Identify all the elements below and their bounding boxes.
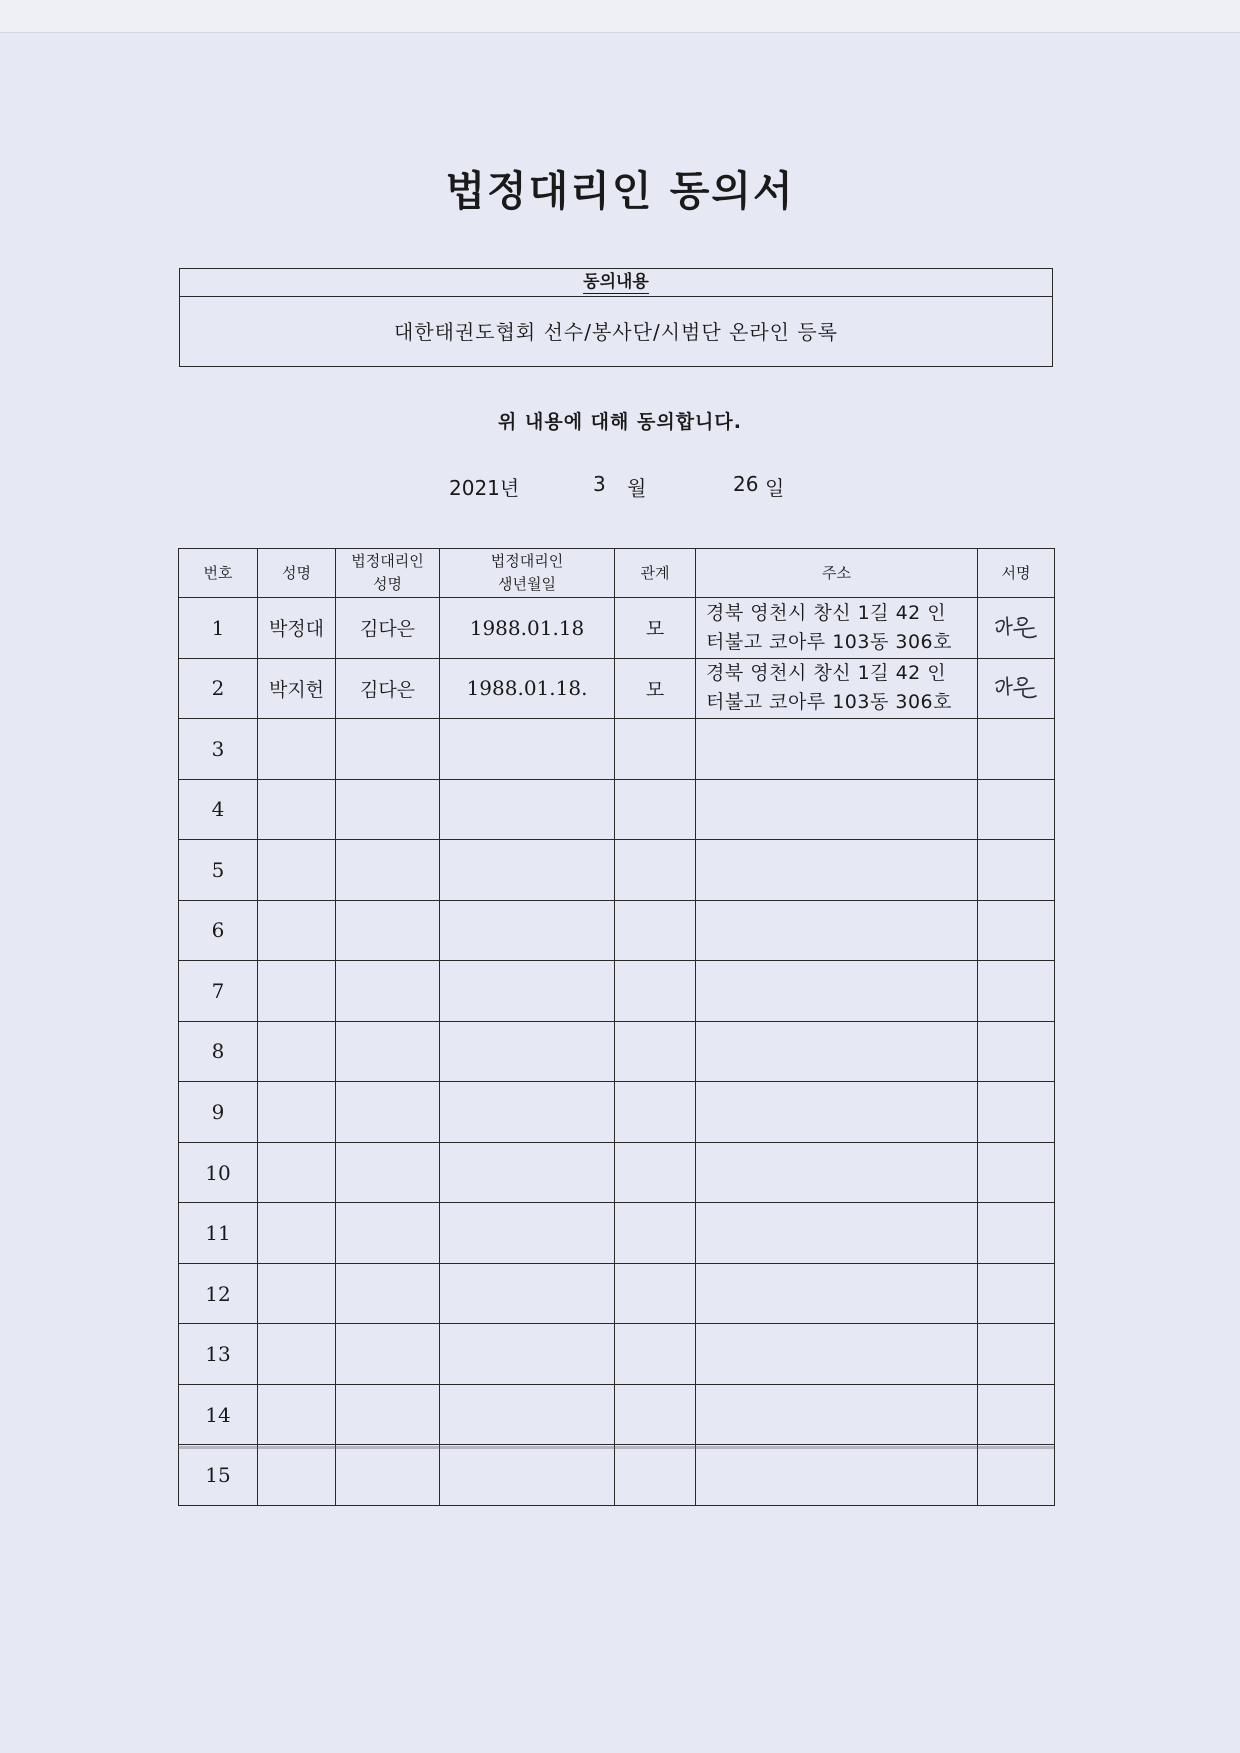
cell-signature xyxy=(978,1203,1055,1264)
cell-guardian-name xyxy=(336,840,440,901)
cell-name xyxy=(258,1021,336,1082)
table-row xyxy=(179,961,1055,1022)
cell-guardian-name xyxy=(336,1324,440,1385)
cell-guardian-birth: 1988.01.18 xyxy=(440,598,615,659)
cell-address xyxy=(696,1021,978,1082)
table-row xyxy=(179,1082,1055,1143)
table-row xyxy=(179,1445,1055,1506)
cell-name: 박지헌 xyxy=(258,658,336,719)
table-row xyxy=(179,658,1055,719)
table-row xyxy=(179,840,1055,901)
table-row xyxy=(179,1263,1055,1324)
cell-guardian-name xyxy=(336,719,440,780)
handwritten-signature xyxy=(992,611,1040,645)
agreement-statement: 위 내용에 대해 동의합니다. xyxy=(498,411,742,433)
cell-relation xyxy=(615,779,696,840)
cell-guardian-birth xyxy=(440,1263,615,1324)
cell-guardian-name xyxy=(336,779,440,840)
header-guardian-birth-line1: 법정대리인 xyxy=(490,552,564,570)
address-line: 경북 영천시 창신 1길 42 인 xyxy=(706,601,947,624)
cell-signature xyxy=(978,1445,1055,1506)
cell-address xyxy=(696,1082,978,1143)
cell-guardian-birth xyxy=(440,900,615,961)
cell-relation: 모 xyxy=(615,658,696,719)
cell-guardian-birth xyxy=(440,719,615,780)
cell-signature xyxy=(978,840,1055,901)
cell-no: 7 xyxy=(179,961,258,1022)
cell-address xyxy=(696,961,978,1022)
cell-no: 14 xyxy=(179,1384,258,1445)
cell-relation xyxy=(615,1324,696,1385)
cell-guardian-birth: 1988.01.18. xyxy=(440,658,615,719)
scan-fold-line xyxy=(178,1446,1054,1449)
document-title: 법정대리인 동의서 xyxy=(445,167,795,215)
cell-signature xyxy=(978,719,1055,780)
table-row xyxy=(179,1203,1055,1264)
cell-signature xyxy=(978,1021,1055,1082)
cell-signature xyxy=(978,1384,1055,1445)
table-row xyxy=(179,1324,1055,1385)
address-line: 터불고 코아루 103동 306호 xyxy=(706,630,952,653)
table-row xyxy=(179,719,1055,780)
cell-guardian-birth xyxy=(440,1384,615,1445)
cell-no: 3 xyxy=(179,719,258,780)
header-no: 번호 xyxy=(179,549,258,598)
table-header-row xyxy=(179,549,1055,598)
cell-relation xyxy=(615,1384,696,1445)
cell-no: 13 xyxy=(179,1324,258,1385)
cell-address xyxy=(696,1324,978,1385)
header-guardian-name-line1: 법정대리인 xyxy=(351,552,424,570)
cell-name xyxy=(258,1142,336,1203)
cell-address xyxy=(696,1142,978,1203)
header-guardian-birth xyxy=(440,549,615,598)
cell-guardian-name xyxy=(336,961,440,1022)
cell-guardian-birth xyxy=(440,1142,615,1203)
cell-guardian-name xyxy=(336,1082,440,1143)
cell-no: 1 xyxy=(179,598,258,659)
header-address: 주소 xyxy=(696,549,978,598)
signer-table xyxy=(178,548,1055,1506)
cell-no: 2 xyxy=(179,658,258,719)
consent-header xyxy=(180,269,1052,297)
cell-relation xyxy=(615,1445,696,1506)
cell-name xyxy=(258,900,336,961)
date-year: 2021년 xyxy=(449,476,520,500)
cell-relation xyxy=(615,1142,696,1203)
cell-relation xyxy=(615,1082,696,1143)
cell-no: 5 xyxy=(179,840,258,901)
cell-guardian-name: 김다은 xyxy=(336,598,440,659)
cell-name xyxy=(258,1082,336,1143)
cell-address xyxy=(696,840,978,901)
cell-address xyxy=(696,1445,978,1506)
cell-no: 6 xyxy=(179,900,258,961)
cell-name xyxy=(258,840,336,901)
cell-guardian-birth xyxy=(440,779,615,840)
cell-name xyxy=(258,961,336,1022)
cell-signature xyxy=(978,1263,1055,1324)
scan-top-edge xyxy=(0,0,1240,33)
cell-address xyxy=(696,1263,978,1324)
cell-no: 4 xyxy=(179,779,258,840)
address-line: 경북 영천시 창신 1길 42 인 xyxy=(706,662,947,685)
cell-signature xyxy=(978,900,1055,961)
cell-name xyxy=(258,1445,336,1506)
date-day-unit: 일 xyxy=(765,476,785,500)
cell-guardian-birth xyxy=(440,1082,615,1143)
cell-signature xyxy=(978,658,1055,719)
cell-no: 11 xyxy=(179,1203,258,1264)
cell-guardian-name: 김다은 xyxy=(336,658,440,719)
cell-guardian-name xyxy=(336,1021,440,1082)
cell-guardian-name xyxy=(336,1263,440,1324)
cell-relation xyxy=(615,900,696,961)
cell-relation: 모 xyxy=(615,598,696,659)
table-row xyxy=(179,1384,1055,1445)
cell-address xyxy=(696,900,978,961)
header-guardian-name xyxy=(336,549,440,598)
cell-address xyxy=(696,719,978,780)
cell-relation xyxy=(615,961,696,1022)
consent-header-label: 동의내용 xyxy=(583,272,649,292)
handwritten-signature xyxy=(992,671,1040,705)
table-row xyxy=(179,1142,1055,1203)
cell-name xyxy=(258,1203,336,1264)
cell-name xyxy=(258,1263,336,1324)
cell-relation xyxy=(615,1203,696,1264)
table-row xyxy=(179,1021,1055,1082)
cell-name xyxy=(258,779,336,840)
cell-guardian-name xyxy=(336,1142,440,1203)
cell-signature xyxy=(978,961,1055,1022)
cell-guardian-name xyxy=(336,1445,440,1506)
date-month-unit: 월 xyxy=(627,476,647,500)
cell-name: 박정대 xyxy=(258,598,336,659)
header-name: 성명 xyxy=(258,549,336,598)
cell-address xyxy=(696,779,978,840)
cell-guardian-name xyxy=(336,1384,440,1445)
cell-signature xyxy=(978,779,1055,840)
cell-no: 9 xyxy=(179,1082,258,1143)
header-guardian-name-line2: 성명 xyxy=(373,575,402,593)
cell-guardian-birth xyxy=(440,1203,615,1264)
cell-signature xyxy=(978,1082,1055,1143)
cell-name xyxy=(258,1384,336,1445)
cell-no: 15 xyxy=(179,1445,258,1506)
cell-guardian-name xyxy=(336,1203,440,1264)
cell-relation xyxy=(615,719,696,780)
cell-no: 10 xyxy=(179,1142,258,1203)
cell-signature xyxy=(978,598,1055,659)
address-line: 터불고 코아루 103동 306호 xyxy=(706,691,952,714)
cell-relation xyxy=(615,1263,696,1324)
table-body xyxy=(179,598,1055,1506)
cell-guardian-birth xyxy=(440,840,615,901)
header-guardian-birth-line2: 생년월일 xyxy=(498,575,556,593)
consent-box xyxy=(179,268,1053,367)
header-signature: 서명 xyxy=(978,549,1055,598)
cell-no: 12 xyxy=(179,1263,258,1324)
cell-guardian-birth xyxy=(440,1021,615,1082)
cell-guardian-name xyxy=(336,900,440,961)
cell-signature xyxy=(978,1142,1055,1203)
cell-address xyxy=(696,658,978,719)
cell-relation xyxy=(615,1021,696,1082)
cell-address xyxy=(696,1203,978,1264)
consent-body: 대한태권도협회 선수/봉사단/시범단 온라인 등록 xyxy=(394,320,838,344)
cell-guardian-birth xyxy=(440,1324,615,1385)
cell-name xyxy=(258,1324,336,1385)
date-month-value: 3 xyxy=(593,472,606,496)
cell-signature xyxy=(978,1324,1055,1385)
cell-guardian-birth xyxy=(440,1445,615,1506)
cell-relation xyxy=(615,840,696,901)
date-day-value: 26 xyxy=(733,472,759,496)
table-row xyxy=(179,900,1055,961)
cell-guardian-birth xyxy=(440,961,615,1022)
header-relation: 관계 xyxy=(615,549,696,598)
table-row xyxy=(179,779,1055,840)
cell-address xyxy=(696,1384,978,1445)
table-row xyxy=(179,598,1055,659)
cell-name xyxy=(258,719,336,780)
cell-address xyxy=(696,598,978,659)
cell-no: 8 xyxy=(179,1021,258,1082)
